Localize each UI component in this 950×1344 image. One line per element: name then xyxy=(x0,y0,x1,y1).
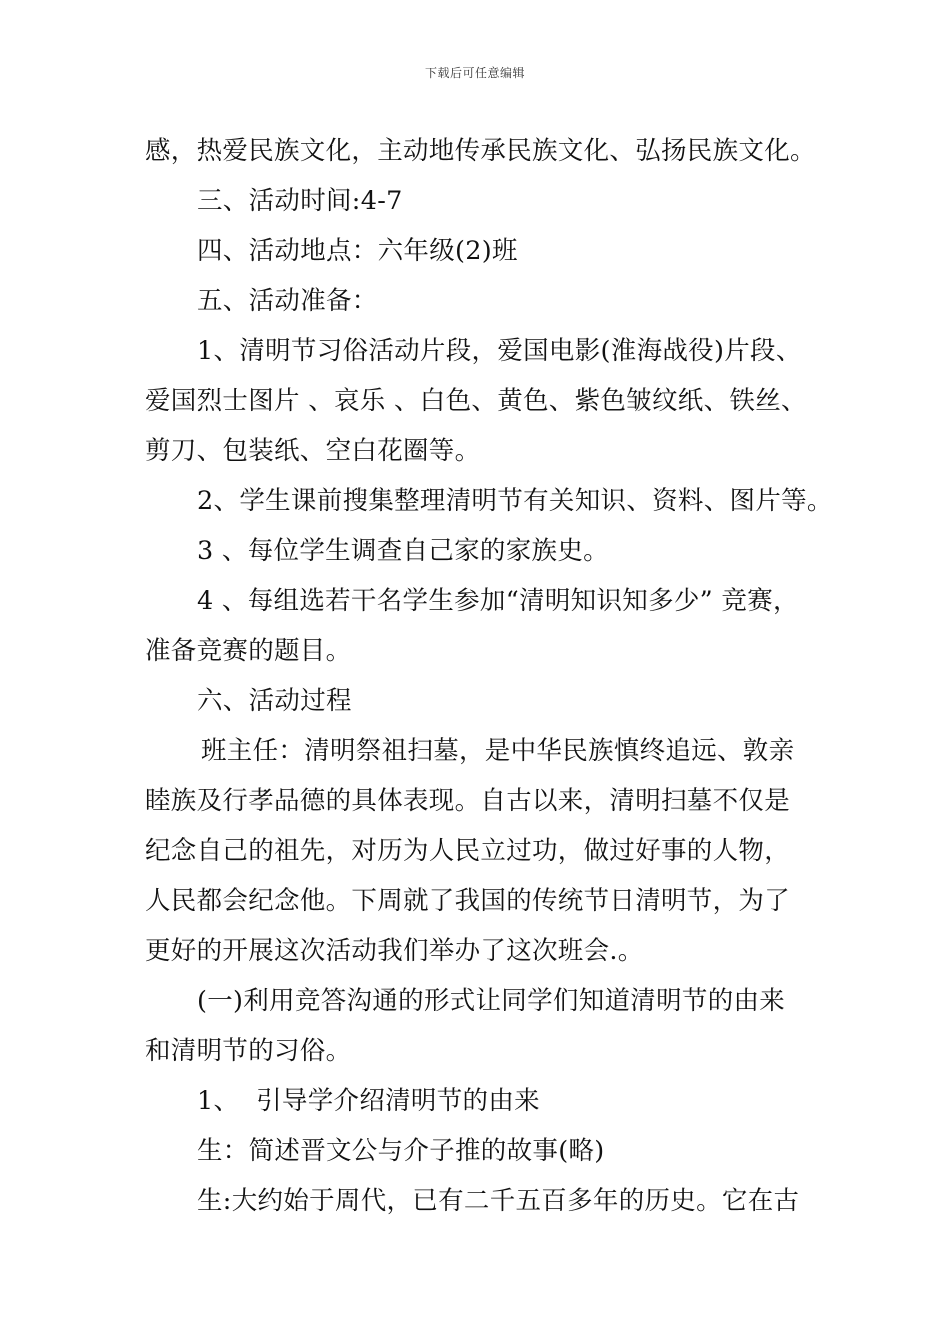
document-body xyxy=(145,126,845,1226)
list-item: 3 、每位学生调查自己家的家族史。 xyxy=(197,536,609,566)
paragraph-line: 生：简述晋文公与介子推的故事(略) xyxy=(197,1136,605,1166)
section-heading: 五、活动准备： xyxy=(197,286,378,316)
paragraph-line: 准备竞赛的题目。 xyxy=(145,636,352,666)
paragraph-line: 生:大约始于周代，已有二千五百多年的历史。它在古 xyxy=(197,1186,800,1216)
section-heading: 三、活动时间:4-7 xyxy=(197,186,403,216)
paragraph-line: 爱国烈士图片 、哀乐 、白色、黄色、紫色皱纹纸、铁丝、 xyxy=(145,386,807,416)
paragraph-line: 感，热爱民族文化，主动地传承民族文化、弘扬民族文化。 xyxy=(145,136,816,166)
paragraph-line: (一)利用竞答沟通的形式让同学们知道清明节的由来 xyxy=(197,986,786,1016)
paragraph-line: 更好的开展这次活动我们举办了这次班会.。 xyxy=(145,936,644,966)
list-item: 1、 引导学介绍清明节的由来 xyxy=(197,1086,540,1116)
list-item: 4 、每组选若干名学生参加“清明知识知多少” 竞赛， xyxy=(197,586,799,616)
paragraph-line: 剪刀、包装纸、空白花圈等。 xyxy=(145,436,481,466)
paragraph-line: 和清明节的习俗。 xyxy=(145,1036,352,1066)
section-heading: 四、活动地点：六年级(2)班 xyxy=(197,236,518,266)
list-item: 1、清明节习俗活动片段，爱国电影(淮海战役)片段、 xyxy=(197,336,802,366)
paragraph-line: 班主任：清明祭祖扫墓，是中华民族慎终追远、敦亲 xyxy=(201,736,795,766)
section-heading: 六、活动过程 xyxy=(197,686,352,716)
page-header: 下载后可任意编辑 xyxy=(424,66,525,80)
list-item: 2、学生课前搜集整理清明节有关知识、资料、图片等。 xyxy=(197,486,833,516)
paragraph-line: 人民都会纪念他。下周就了我国的传统节日清明节，为了 xyxy=(145,886,791,916)
paragraph-line: 纪念自己的祖先，对历为人民立过功，做过好事的人物， xyxy=(145,836,791,866)
paragraph-line: 睦族及行孝品德的具体表现。自古以来，清明扫墓不仅是 xyxy=(145,786,791,816)
